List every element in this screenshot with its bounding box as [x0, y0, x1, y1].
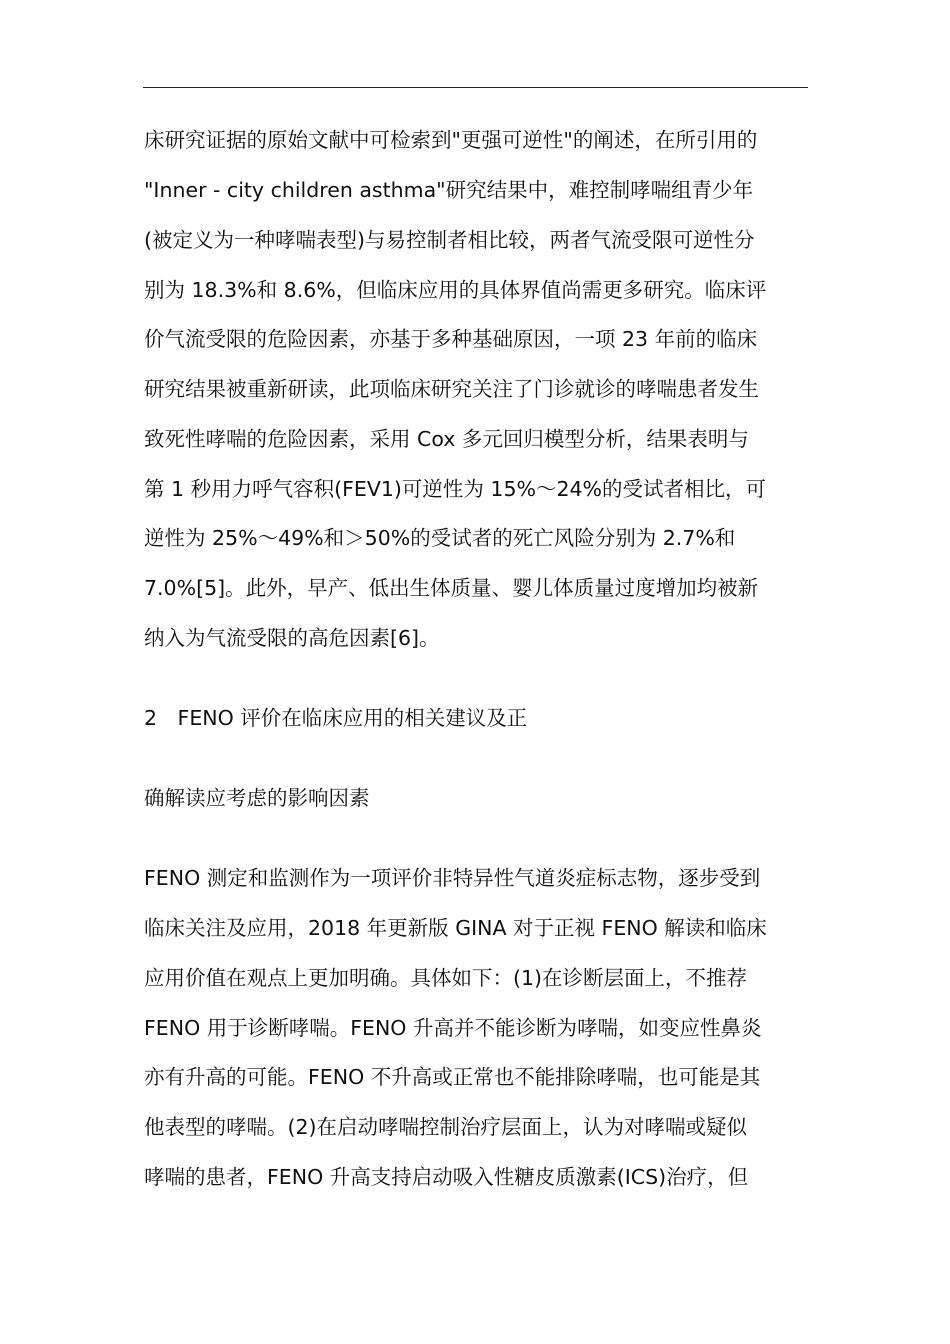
paragraph-2-line: FENO 用于诊断哮喘。FENO 升高并不能诊断为哮喘，如变应性鼻炎 — [144, 1016, 762, 1040]
paragraph-1-line: (被定义为一种哮喘表型)与易控制者相比较，两者气流受限可逆性分 — [144, 228, 755, 252]
paragraph-1-line: 研究结果被重新研读，此项临床研究关注了门诊就诊的哮喘患者发生 — [144, 377, 759, 401]
paragraph-2-line: 亦有升高的可能。FENO 不升高或正常也不能排除哮喘，也可能是其 — [144, 1065, 761, 1089]
paragraph-1-line: 7.0%[5]。此外，早产、低出生体质量、婴儿体质量过度增加均被新 — [144, 576, 759, 600]
paragraph-2-line: 他表型的哮喘。(2)在启动哮喘控制治疗层面上，认为对哮喘或疑似 — [144, 1115, 748, 1139]
paragraph-1-line: "Inner - city children asthma"研究结果中，难控制哮喘组青少年 — [144, 178, 754, 202]
section-heading-line-2: 确解读应考虑的影响因素 — [144, 786, 370, 810]
paragraph-2-line: 哮喘的患者，FENO 升高支持启动吸入性糖皮质激素(ICS)治疗，但 — [144, 1165, 749, 1189]
paragraph-1-line: 第 1 秒用力呼气容积(FEV1)可逆性为 15%～24%的受试者相比，可 — [144, 477, 767, 501]
section-heading-line-1: 2 FENO 评价在临床应用的相关建议及正 — [144, 706, 528, 730]
paragraph-2-line: FENO 测定和监测作为一项评价非特异性气道炎症标志物，逐步受到 — [144, 866, 761, 890]
paragraph-2-line: 临床关注及应用，2018 年更新版 GINA 对于正视 FENO 解读和临床 — [144, 916, 767, 940]
paragraph-2-line: 应用价值在观点上更加明确。具体如下：(1)在诊断层面上，不推荐 — [144, 966, 748, 990]
paragraph-1-line: 别为 18.3%和 8.6%，但临床应用的具体界值尚需更多研究。临床评 — [144, 278, 767, 302]
paragraph-1-line: 价气流受限的危险因素，亦基于多种基础原因，一项 23 年前的临床 — [144, 327, 758, 351]
paragraph-1-line: 床研究证据的原始文献中可检索到"更强可逆性"的阐述，在所引用的 — [144, 128, 758, 152]
paragraph-1-line: 逆性为 25%～49%和＞50%的受试者的死亡风险分别为 2.7%和 — [144, 526, 736, 550]
header-rule — [143, 87, 808, 88]
paragraph-1-line: 纳入为气流受限的高危因素[6]。 — [144, 626, 440, 650]
paragraph-1-line: 致死性哮喘的危险因素，采用 Cox 多元回归模型分析，结果表明与 — [144, 427, 749, 451]
